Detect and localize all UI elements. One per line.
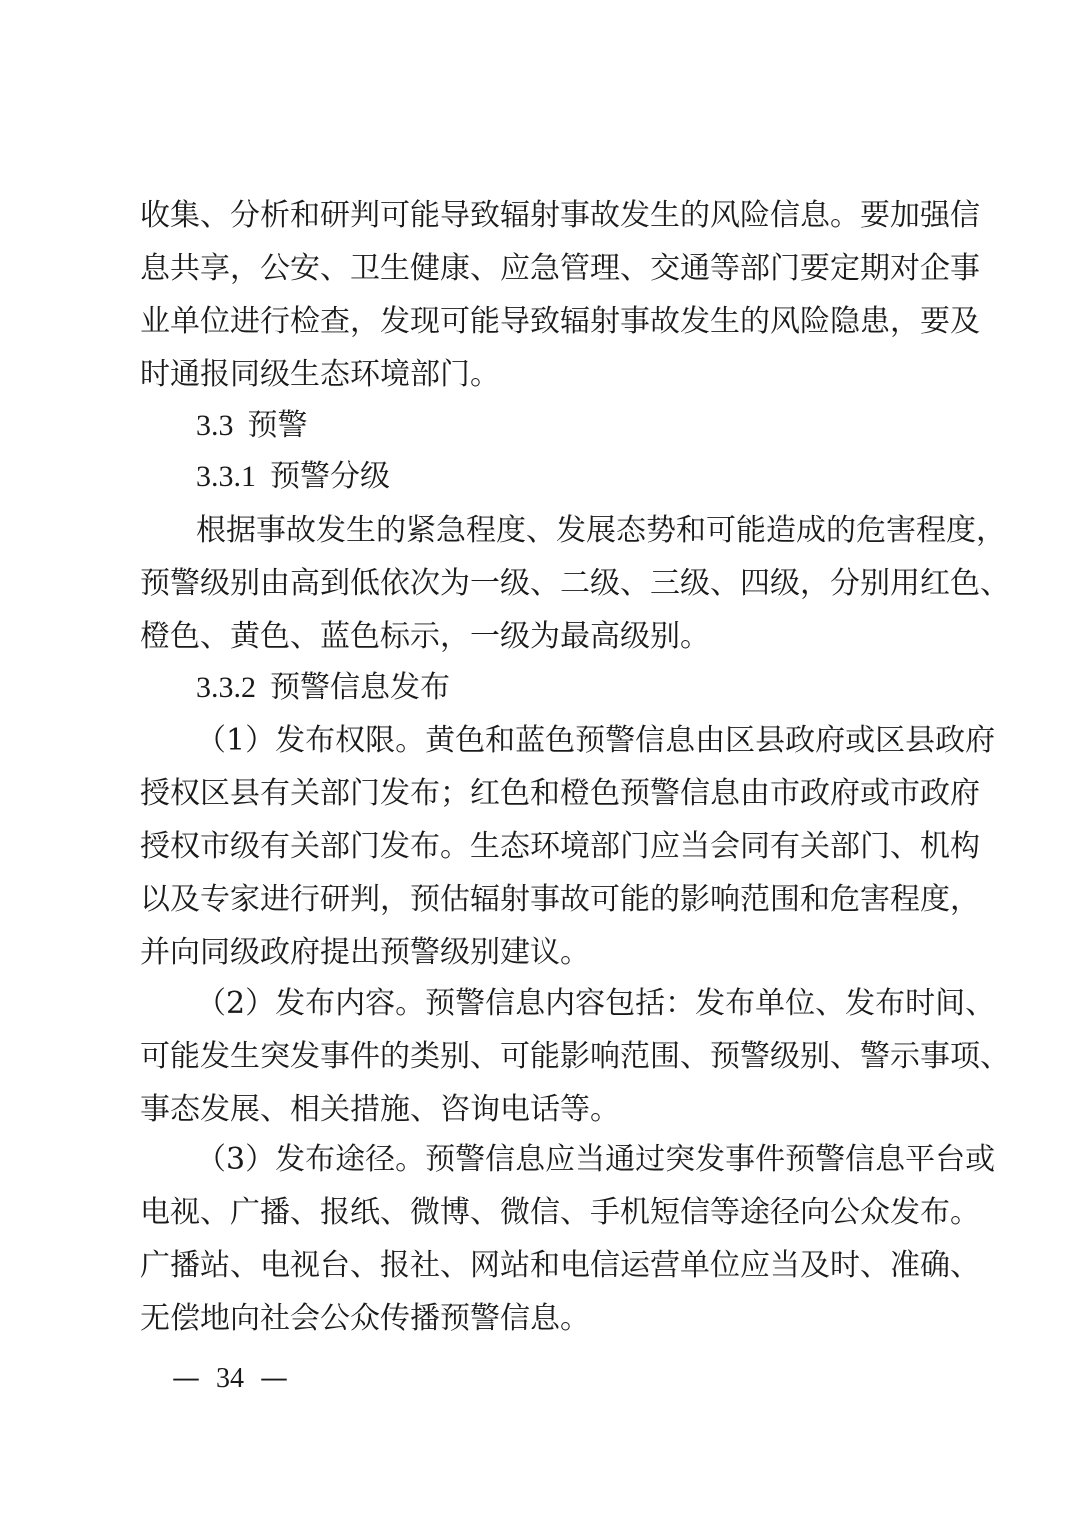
paragraph-line: 收集、分析和研判可能导致辐射事故发生的风险信息。要加强信 bbox=[140, 198, 980, 233]
paragraph-line: 息共享，公安、卫生健康、应急管理、交通等部门要定期对企事 bbox=[140, 251, 980, 286]
paragraph-line: 可能发生突发事件的类别、可能影响范围、预警级别、警示事项、 bbox=[140, 1039, 1010, 1074]
paragraph-line: 并向同级政府提出预警级别建议。 bbox=[140, 935, 590, 970]
page-footer bbox=[172, 1360, 288, 1397]
paragraph-line: 根据事故发生的紧急程度、发展态势和可能造成的危害程度， bbox=[196, 513, 1006, 548]
section-number: 3.3.2 bbox=[196, 671, 256, 704]
paragraph-line: 授权市级有关部门发布。生态环境部门应当会同有关部门、机构 bbox=[140, 829, 980, 864]
section-heading-3-3-1 bbox=[196, 459, 390, 495]
section-number: 3.3 bbox=[196, 409, 234, 442]
paragraph-line: 广播站、电视台、报社、网站和电信运营单位应当及时、准确、 bbox=[140, 1248, 980, 1283]
paragraph-line: 业单位进行检查，发现可能导致辐射事故发生的风险隐患，要及 bbox=[140, 304, 980, 339]
paragraph-line: 时通报同级生态环境部门。 bbox=[140, 357, 500, 392]
paragraph-line: 橙色、黄色、蓝色标示，一级为最高级别。 bbox=[140, 619, 710, 654]
paragraph-line: （2）发布内容。预警信息内容包括：发布单位、发布时间、 bbox=[196, 986, 996, 1021]
paragraph-line: 授权区县有关部门发布；红色和橙色预警信息由市政府或市政府 bbox=[140, 776, 980, 811]
paragraph-line: 以及专家进行研判，预估辐射事故可能的影响范围和危害程度， bbox=[140, 882, 980, 917]
paragraph-line: （1）发布权限。黄色和蓝色预警信息由区县政府或区县政府 bbox=[196, 723, 996, 758]
paragraph-line: 无偿地向社会公众传播预警信息。 bbox=[140, 1301, 590, 1336]
section-title: 预警 bbox=[247, 408, 308, 443]
section-number: 3.3.1 bbox=[196, 460, 256, 493]
section-title: 预警分级 bbox=[270, 459, 390, 494]
section-heading-3-3-2 bbox=[196, 670, 450, 706]
section-title: 预警信息发布 bbox=[270, 670, 450, 705]
footer-dash-right: — bbox=[260, 1361, 288, 1394]
section-heading-3-3 bbox=[196, 408, 308, 444]
paragraph-line: 电视、广播、报纸、微博、微信、手机短信等途径向公众发布。 bbox=[140, 1195, 980, 1230]
footer-dash-left: — bbox=[172, 1361, 200, 1394]
paragraph-line: （3）发布途径。预警信息应当通过突发事件预警信息平台或 bbox=[196, 1142, 996, 1177]
page-number: 34 bbox=[216, 1363, 244, 1394]
paragraph-line: 预警级别由高到低依次为一级、二级、三级、四级，分别用红色、 bbox=[140, 566, 1010, 601]
paragraph-line: 事态发展、相关措施、咨询电话等。 bbox=[140, 1092, 620, 1127]
